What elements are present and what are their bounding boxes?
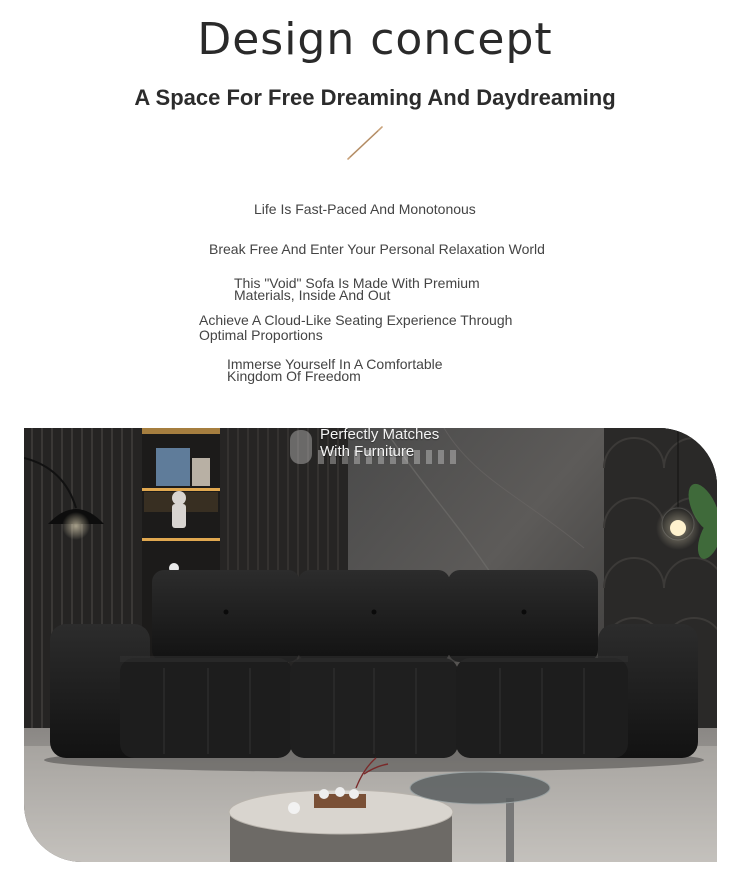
tagline-1-text: Life Is Fast-Paced And Monotonous	[254, 201, 476, 217]
sofa-room-photo	[24, 428, 717, 862]
decorative-stroke-icon	[344, 124, 386, 162]
tagline-5-line-b: Kingdom Of Freedom	[227, 368, 361, 384]
tagline-1	[254, 202, 476, 216]
tagline-3	[234, 277, 480, 301]
tagline-4	[199, 313, 512, 343]
photo-caption-line-1: Perfectly Matches	[320, 426, 440, 443]
tagline-2	[209, 242, 545, 256]
tagline-5-line-a: Immerse Yourself In A Comfortable	[227, 356, 443, 372]
photo-caption-line-2: With Furniture	[320, 443, 415, 460]
tagline-3-line-a: This "Void" Sofa Is Made With Premium	[234, 275, 480, 291]
photo-caption	[320, 426, 439, 460]
tagline-3-line-b: Materials, Inside And Out	[234, 287, 391, 303]
tagline-4-line-a: Achieve A Cloud-Like Seating Experience Through	[199, 312, 513, 328]
page-subtitle: A Space For Free Dreaming And Daydreaming	[134, 85, 616, 110]
page-title: Design concept	[197, 14, 553, 65]
tagline-2-text: Break Free And Enter Your Personal Relaxation World	[209, 241, 545, 257]
sofa-room-illustration	[24, 428, 717, 862]
tagline-4-line-b: Optimal Proportions	[199, 327, 323, 343]
tagline-5	[227, 358, 443, 382]
